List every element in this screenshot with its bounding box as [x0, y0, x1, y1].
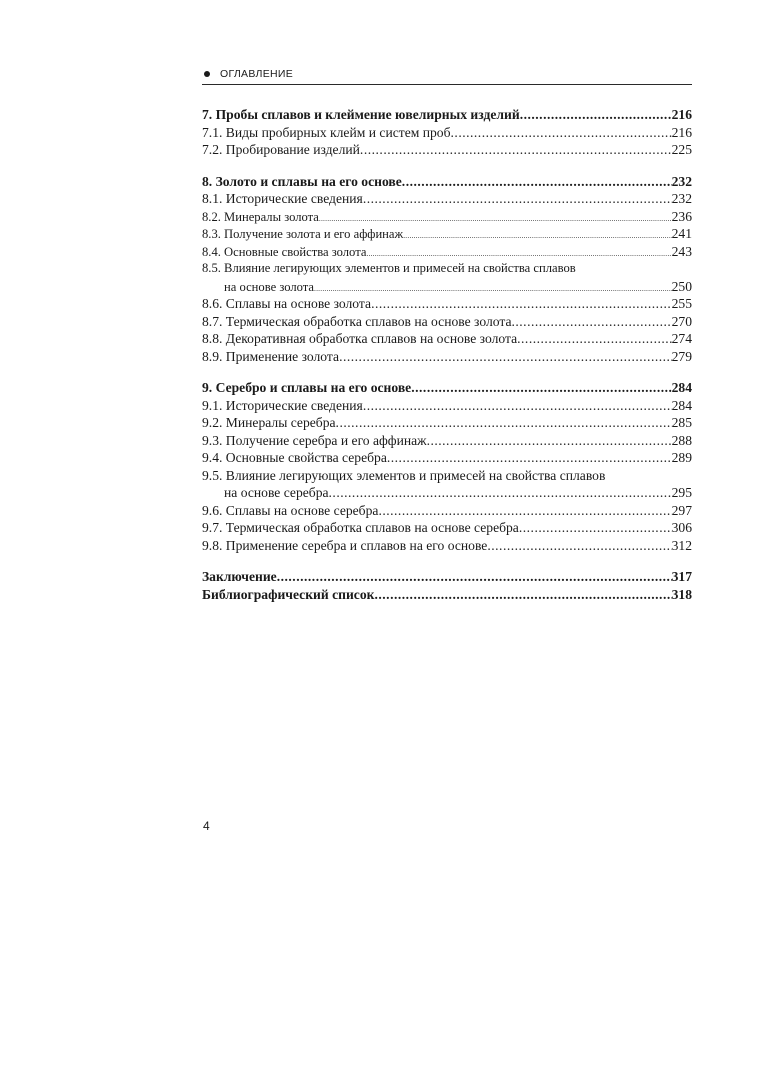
- toc-entry-title: 9.5. Влияние легирующих элементов и примесей на свойства сплавов: [202, 467, 606, 483]
- toc-chapter-7[interactable]: [202, 106, 692, 124]
- toc-entry-page: 285: [671, 415, 692, 430]
- toc-entry-title: 9.2. Минералы серебра: [202, 415, 336, 430]
- toc-entry-title: 8.1. Исторические сведения: [202, 191, 363, 206]
- dot-leader: [411, 379, 671, 397]
- toc-entry-page: 284: [671, 380, 692, 395]
- toc-entry-conclusion[interactable]: [202, 568, 692, 586]
- header-rule: [202, 84, 692, 85]
- table-of-contents: [202, 106, 692, 617]
- toc-entry-title: 8. Золото и сплавы на его основе: [202, 173, 402, 189]
- toc-chapter-8[interactable]: [202, 173, 692, 191]
- page-number: 4: [203, 819, 210, 833]
- toc-entry-page: 288: [671, 432, 692, 448]
- toc-entry-title: 8.6. Сплавы на основе золота: [202, 296, 372, 311]
- toc-entry-page: 241: [671, 226, 692, 241]
- toc-entry-9-5-continued[interactable]: [202, 484, 692, 502]
- toc-entry-title: Библиографический список: [202, 586, 375, 602]
- toc-entry-8-8[interactable]: [202, 330, 692, 348]
- toc-entry-title: 9.8. Применение серебра и сплавов на его основе: [202, 537, 488, 553]
- toc-entry-title: 9.1. Исторические сведения: [202, 397, 363, 413]
- toc-entry-page: 274: [671, 331, 692, 346]
- dot-leader: [451, 124, 672, 142]
- dot-leader: [520, 106, 672, 124]
- dot-leader: [363, 397, 672, 415]
- toc-entry-title: 7.1. Виды пробирных клейм и систем проб: [202, 124, 451, 140]
- toc-entry-8-6[interactable]: [202, 295, 692, 313]
- toc-entry-page: 318: [671, 586, 692, 602]
- running-header: [204, 66, 692, 82]
- dot-leader: [371, 295, 672, 313]
- toc-entry-page: 270: [671, 313, 692, 329]
- dot-leader: [487, 537, 671, 555]
- toc-entry-title: 9.3. Получение серебра и его аффинаж: [202, 432, 427, 448]
- toc-entry-page: 255: [671, 296, 692, 311]
- toc-entry-8-7[interactable]: [202, 313, 692, 331]
- running-header-title: ОГЛАВЛЕНИЕ: [220, 68, 294, 80]
- dot-leader: [519, 519, 672, 537]
- toc-section-9: [202, 379, 692, 554]
- toc-entry-8-5[interactable]: [202, 260, 692, 278]
- toc-entry-title-continued: на основе золота: [224, 279, 315, 294]
- dot-leader: [378, 502, 671, 520]
- dot-leader: [339, 348, 672, 366]
- toc-entry-page: 216: [671, 107, 692, 122]
- toc-entry-title: 8.3. Получение золота и его аффинаж: [202, 227, 404, 241]
- toc-entry-8-1[interactable]: [202, 190, 692, 208]
- toc-entry-8-2[interactable]: [202, 208, 692, 226]
- toc-entry-page: 225: [671, 142, 692, 157]
- toc-entry-title: 8.8. Декоративная обработка сплавов на основе золота: [202, 331, 518, 346]
- toc-entry-9-1[interactable]: [202, 397, 692, 415]
- toc-entry-page: 243: [671, 243, 692, 259]
- toc-entry-7-2[interactable]: [202, 141, 692, 159]
- dot-leader: [517, 330, 671, 348]
- toc-section-8: [202, 173, 692, 366]
- toc-entry-page: 317: [671, 569, 692, 584]
- toc-entry-page: 306: [671, 520, 692, 535]
- toc-entry-9-6[interactable]: [202, 502, 692, 520]
- dot-leader: [277, 568, 672, 586]
- toc-entry-title: 9.4. Основные свойства серебра: [202, 450, 387, 465]
- toc-entry-8-3[interactable]: [202, 225, 692, 243]
- toc-entry-7-1[interactable]: [202, 124, 692, 142]
- dot-leader: [329, 484, 672, 502]
- toc-entry-title: Заключение: [202, 569, 277, 584]
- toc-entry-page: 312: [671, 537, 692, 553]
- toc-entry-page: 279: [671, 348, 692, 364]
- toc-entry-9-4[interactable]: [202, 449, 692, 467]
- toc-entry-9-2[interactable]: [202, 414, 692, 432]
- toc-entry-9-8[interactable]: [202, 537, 692, 555]
- dot-leader: [360, 141, 672, 159]
- toc-entry-title: 8.2. Минералы золота: [202, 209, 319, 224]
- toc-entry-8-5-continued[interactable]: [202, 278, 692, 296]
- toc-entry-page: 284: [671, 397, 692, 413]
- toc-entry-title: 8.7. Термическая обработка сплавов на основе золота: [202, 313, 512, 329]
- toc-entry-8-4[interactable]: [202, 243, 692, 261]
- toc-entry-9-5[interactable]: [202, 467, 692, 485]
- toc-entry-page: 297: [671, 502, 692, 518]
- toc-entry-title: 8.9. Применение золота: [202, 348, 340, 364]
- dot-leader: [374, 586, 671, 604]
- toc-entry-title: 7. Пробы сплавов и клеймение ювелирных изделий: [202, 107, 520, 122]
- toc-entry-title: 8.5. Влияние легирующих элементов и примесей на свойства сплавов: [202, 261, 576, 275]
- toc-entry-page: 232: [671, 191, 692, 206]
- toc-entry-bibliography[interactable]: [202, 586, 692, 604]
- toc-chapter-9[interactable]: [202, 379, 692, 397]
- toc-entry-page: 295: [671, 485, 692, 500]
- toc-section-7: [202, 106, 692, 159]
- toc-entry-page: 250: [671, 278, 692, 294]
- toc-entry-title: 9.6. Сплавы на основе серебра: [202, 502, 379, 518]
- toc-entry-page: 232: [671, 173, 692, 189]
- toc-entry-title: 8.4. Основные свойства золота: [202, 244, 367, 259]
- toc-entry-title-continued: на основе серебра: [224, 485, 329, 500]
- toc-entry-9-7[interactable]: [202, 519, 692, 537]
- dot-leader: [387, 449, 672, 467]
- toc-entry-title: 9.7. Термическая обработка сплавов на основе серебра: [202, 520, 519, 535]
- toc-entry-page: 216: [671, 124, 692, 140]
- dot-leader: [511, 313, 671, 331]
- toc-entry-page: 289: [671, 450, 692, 465]
- toc-entry-9-3[interactable]: [202, 432, 692, 450]
- bullet-icon: [204, 71, 210, 77]
- dot-leader: [336, 414, 672, 432]
- toc-section-end: [202, 568, 692, 603]
- toc-entry-8-9[interactable]: [202, 348, 692, 366]
- dot-leader: [402, 173, 672, 191]
- toc-entry-title: 9. Серебро и сплавы на его основе: [202, 380, 412, 395]
- toc-entry-page: 236: [671, 208, 692, 224]
- toc-entry-title: 7.2. Пробирование изделий: [202, 142, 360, 157]
- dot-leader: [427, 432, 672, 450]
- dot-leader: [363, 190, 672, 208]
